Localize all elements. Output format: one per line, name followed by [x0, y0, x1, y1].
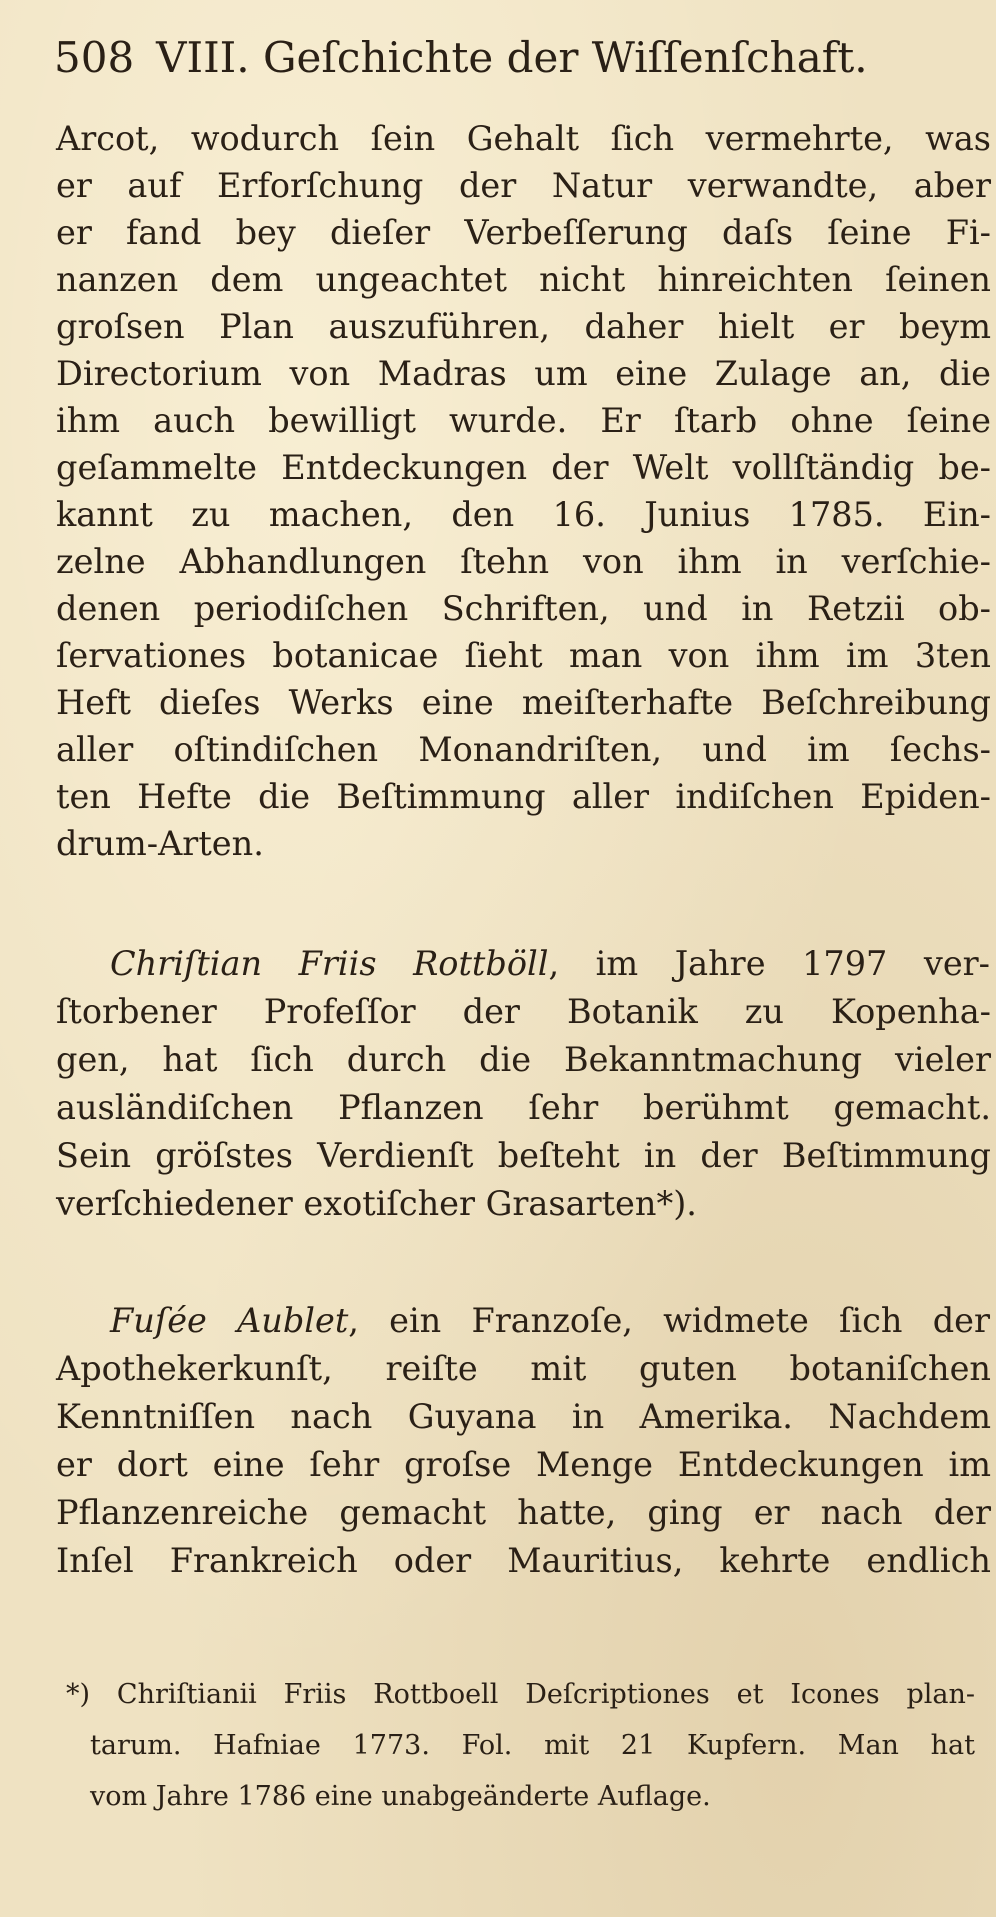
- text-line: zelne Abhandlungen ſtehn von ihm in verſchie-: [56, 542, 991, 581]
- text-line: Sein gröſstes Verdienſt beſteht in der Beſtimmung: [56, 1136, 991, 1175]
- text-line: [110, 940, 990, 988]
- page-number: 508: [54, 33, 135, 82]
- text-line: er dort eine ſehr groſse Menge Entdeckungen im: [56, 1445, 991, 1484]
- text-fragment: , ein Franzoſe, widmete ſich der: [348, 1301, 990, 1340]
- footnote-line: tarum. Hafniae 1773. Fol. mit 21 Kupfern. Man hat: [90, 1730, 975, 1761]
- person-name: Chriſtian Friis Rottböll: [110, 944, 549, 983]
- text-line: ſtorbener Profeſſor der Botanik zu Kopenha-: [56, 992, 991, 1031]
- text-line: [110, 1297, 990, 1345]
- running-title: VIII. Geſchichte der Wiſſenſchaft.: [156, 33, 868, 82]
- text-fragment: , im Jahre 1797 ver-: [548, 944, 990, 983]
- text-line: verſchiedener exotiſcher Grasarten*).: [56, 1184, 697, 1223]
- text-line: groſsen Plan auszuführen, daher hielt er beym: [56, 307, 991, 346]
- text-line: kannt zu machen, den 16. Junius 1785. Ein-: [56, 495, 991, 534]
- text-line: er fand bey dieſer Verbeſſerung daſs ſeine Fi-: [56, 213, 991, 252]
- text-line: Inſel Frankreich oder Mauritius, kehrte endlich: [56, 1541, 991, 1580]
- text-line: Arcot, wodurch ſein Gehalt ſich vermehrte, was: [56, 119, 991, 158]
- text-line: ten Hefte die Beſtimmung aller indiſchen Epiden-: [56, 777, 991, 816]
- text-line: nanzen dem ungeachtet nicht hinreichten ſeinen: [56, 260, 991, 299]
- text-line: Directorium von Madras um eine Zulage an, die: [56, 354, 991, 393]
- footnote-line: *) Chriſtianii Friis Rottboell Deſcriptiones et Icones plan-: [66, 1679, 975, 1710]
- text-line: aller oſtindiſchen Monandriſten, und im ſechs-: [56, 730, 991, 769]
- person-last-name: Aublet: [237, 1301, 349, 1340]
- person-first-name: Fuſée: [110, 1301, 207, 1340]
- text-line: ihm auch bewilligt wurde. Er ſtarb ohne ſeine: [56, 401, 991, 440]
- text-line: Pflanzenreiche gemacht hatte, ging er nach der: [56, 1493, 991, 1532]
- footnote-line: vom Jahre 1786 eine unabgeänderte Auflage.: [90, 1781, 711, 1812]
- text-line: Kenntniſſen nach Guyana in Amerika. Nachdem: [56, 1397, 991, 1436]
- text-line: drum-Arten.: [56, 824, 264, 863]
- text-line: er auf Erforſchung der Natur verwandte, aber: [56, 166, 991, 205]
- text-line: denen periodiſchen Schriften, und in Retzii ob-: [56, 589, 991, 628]
- text-line: geſammelte Entdeckungen der Welt vollſtändig be-: [56, 448, 991, 487]
- page-header: [54, 28, 954, 88]
- text-line: Apothekerkunſt, reiſte mit guten botaniſchen: [56, 1349, 991, 1388]
- text-line: Heft dieſes Werks eine meiſterhafte Beſchreibung: [56, 683, 991, 722]
- text-line: gen, hat ſich durch die Bekanntmachung vieler: [56, 1040, 991, 1079]
- text-line: ausländiſchen Pflanzen ſehr berühmt gemacht.: [56, 1088, 991, 1127]
- text-line: ſervationes botanicae ſieht man von ihm im 3ten: [56, 636, 991, 675]
